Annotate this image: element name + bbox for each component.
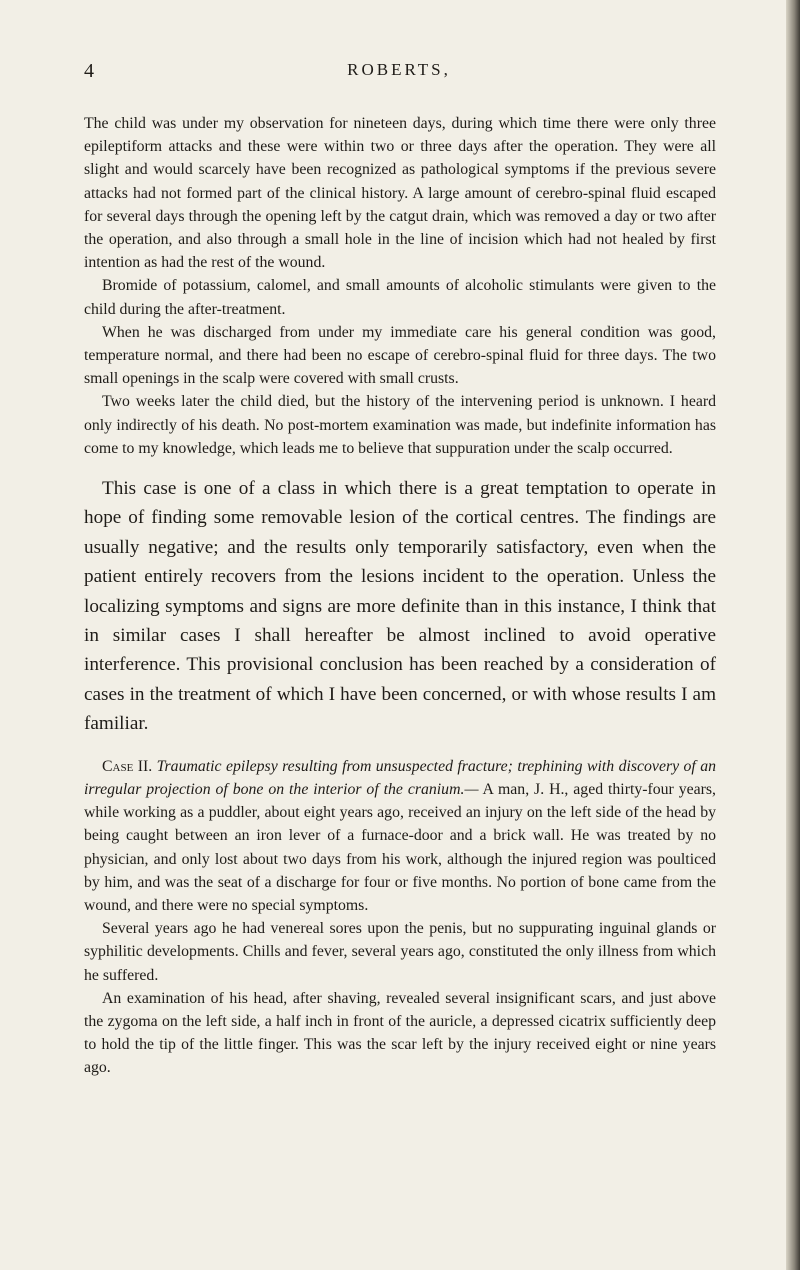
- paragraph: Two weeks later the child died, but the history of the intervening period is unknown. I heard only indirectly of his death. No post-mortem examination was made, but indefinite information has come to my knowledge, which leads me to believe that suppuration under the scalp occurred.: [84, 393, 716, 457]
- commentary-paragraph: This case is one of a class in which there is a great temptation to operate in hope of finding some removable lesion of the cortical centres. The findings are usually negative; and the results only temporarily satisfactory, even when the patient entirely recovers from the lesions incident to the operation. Unless the localizing symptoms and signs are more definite than in this instance, I think that in similar cases I shall hereafter be almost inclined to avoid operative interference. This provisional conclusion has been reached by a consideration of cases in the treatment of which I have been concerned, or with whose results I am familiar.: [84, 478, 716, 735]
- page-body: [84, 112, 716, 1080]
- case-two-section: [84, 755, 716, 1080]
- case-two-heading-paragraph: [84, 755, 716, 917]
- page-number: 4: [84, 60, 94, 82]
- paragraph: The child was under my observation for nineteen days, during which time there were only three epileptiform attacks and these were within two or three days after the operation. They were all slight and would scarcely have been recognized as pathological symptoms if the previous severe attacks had not formed part of the clinical history. A large amount of cerebro-spinal fluid escaped for several days through the opening left by the catgut drain, which was removed a day or two after the operation, and also through a small hole in the line of incision which had not healed by first intention as had the rest of the wound.: [84, 115, 716, 272]
- paragraph: When he was discharged from under my immediate care his general condition was good, temperature normal, and there had been no escape of cerebro-spinal fluid for three days. The two small openings in the scalp were covered with small crusts.: [84, 323, 716, 388]
- case-title: Traumatic epilepsy resulting from unsuspected fracture; trephining with discovery of an irregular projection of bone on the interior of the cranium.—: [84, 757, 717, 798]
- case-one-narrative: [84, 112, 716, 460]
- page-header: [84, 60, 714, 86]
- paragraph: Several years ago he had venereal sores upon the penis, but no suppurating inguinal glands or syphilitic developments. Chills and fever, several years ago, constituted the only illness from which he suffered.: [84, 920, 716, 984]
- running-head: ROBERTS,: [347, 60, 451, 79]
- case-label: Case II.: [102, 757, 153, 775]
- commentary-section: [84, 474, 716, 739]
- paragraph: An examination of his head, after shaving, revealed several insignificant scars, and just above the zygoma on the left side, a half inch in front of the auricle, a depressed cicatrix sufficiently deep to hold the tip of the little finger. This was the scar left by the injury received eight or nine years ago.: [84, 989, 716, 1077]
- paragraph: Bromide of potassium, calomel, and small amounts of alcoholic stimulants were given to the child during the after-treatment.: [84, 277, 716, 318]
- page-edge-shadow: [786, 0, 800, 1270]
- case-intro: A man, J. H., aged thirty-four years, while working as a puddler, about eight years ago, received an injury on the left side of the head by being caught between an iron lever of a furnace-door and a brick wall. He was treated by no physician, and only lost about two days from his work, although the injured region was poulticed by him, and was the seat of a discharge for four or five months. No portion of bone came from the wound, and there were no special symptoms.: [84, 780, 717, 914]
